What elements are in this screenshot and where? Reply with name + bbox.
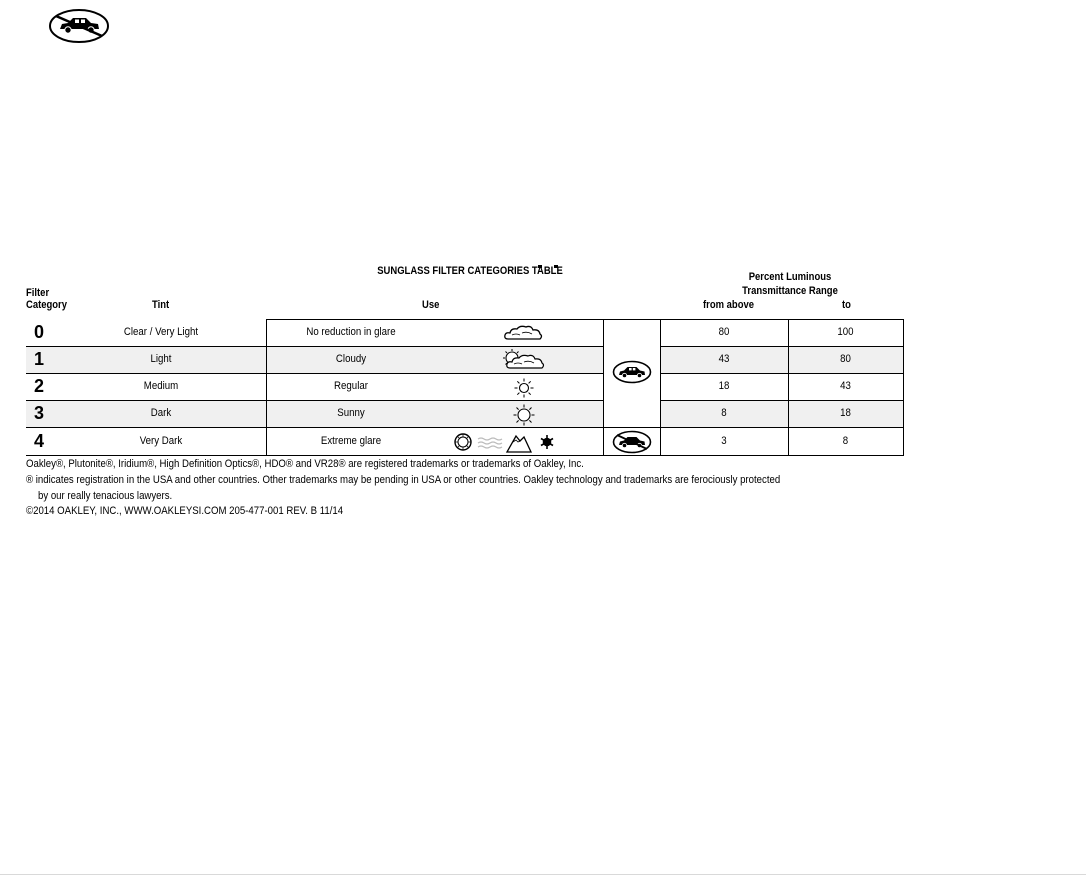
to-cell: 8 bbox=[842, 435, 849, 447]
car-icon bbox=[612, 360, 652, 389]
category-number: 3 bbox=[34, 403, 45, 423]
tint-cell: Clear / Very Light bbox=[123, 326, 199, 338]
extreme-glare-icons bbox=[454, 431, 584, 458]
cloud-icon bbox=[502, 323, 544, 348]
header-category: Category bbox=[26, 299, 68, 311]
category-number: 0 bbox=[34, 322, 45, 342]
header-use: Use bbox=[422, 299, 440, 311]
table-title: SUNGLASS FILTER CATEGORIES TABLE bbox=[377, 265, 563, 277]
tint-cell: Very Dark bbox=[139, 435, 183, 447]
from-above-cell: 18 bbox=[718, 380, 730, 392]
category-number: 1 bbox=[34, 349, 45, 369]
category-number: 4 bbox=[34, 431, 45, 451]
use-cell: Sunny bbox=[337, 407, 365, 419]
footer-trademarks: Oakley®, Plutonite®, Iridium®, High Definition Optics®, HDO® and VR28® are registered trademarks or trademarks of Oakley, Inc. bbox=[26, 458, 584, 470]
use-cell: Extreme glare bbox=[320, 435, 382, 447]
sun-behind-cloud-icon bbox=[500, 349, 546, 376]
to-cell: 80 bbox=[840, 353, 851, 365]
header-to: to bbox=[842, 299, 851, 311]
tint-cell: Medium bbox=[143, 380, 179, 392]
to-cell: 43 bbox=[840, 380, 851, 392]
page-divider bbox=[0, 874, 1086, 875]
from-above-cell: 43 bbox=[718, 353, 730, 365]
from-above-cell: 8 bbox=[721, 407, 727, 419]
footer-registration: ® indicates registration in the USA and other countries. Other trademarks may be pending in USA or other countries. Oakley technology and trademarks are ferociously protected bbox=[26, 474, 781, 486]
header-from-above: from above bbox=[703, 299, 754, 311]
footer-lawyers: by our really tenacious lawyers. bbox=[38, 490, 173, 502]
to-cell: 100 bbox=[837, 326, 854, 338]
to-cell: 18 bbox=[840, 407, 851, 419]
use-cell: Regular bbox=[334, 380, 368, 392]
filter-categories-table bbox=[26, 319, 904, 456]
footer-copyright: ©2014 OAKLEY, INC., WWW.OAKLEYSI.COM 205-477-001 REV. B 11/14 bbox=[26, 505, 344, 517]
decorative-marks bbox=[538, 256, 560, 260]
from-above-cell: 80 bbox=[718, 326, 730, 338]
no-driving-icon bbox=[48, 8, 110, 44]
sun-icon bbox=[513, 404, 535, 431]
header-filter: Filter bbox=[26, 287, 50, 299]
from-above-cell: 3 bbox=[721, 435, 727, 447]
header-tint: Tint bbox=[152, 299, 170, 311]
sun-icon bbox=[514, 378, 534, 403]
header-percent-luminous: Percent Luminous bbox=[748, 271, 832, 283]
use-cell: No reduction in glare bbox=[306, 326, 396, 338]
tint-cell: Dark bbox=[150, 407, 172, 419]
use-cell: Cloudy bbox=[335, 353, 367, 365]
no-driving-icon bbox=[612, 430, 652, 459]
tint-cell: Light bbox=[150, 353, 172, 365]
category-number: 2 bbox=[34, 376, 45, 396]
header-transmittance-range: Transmittance Range bbox=[742, 285, 838, 297]
